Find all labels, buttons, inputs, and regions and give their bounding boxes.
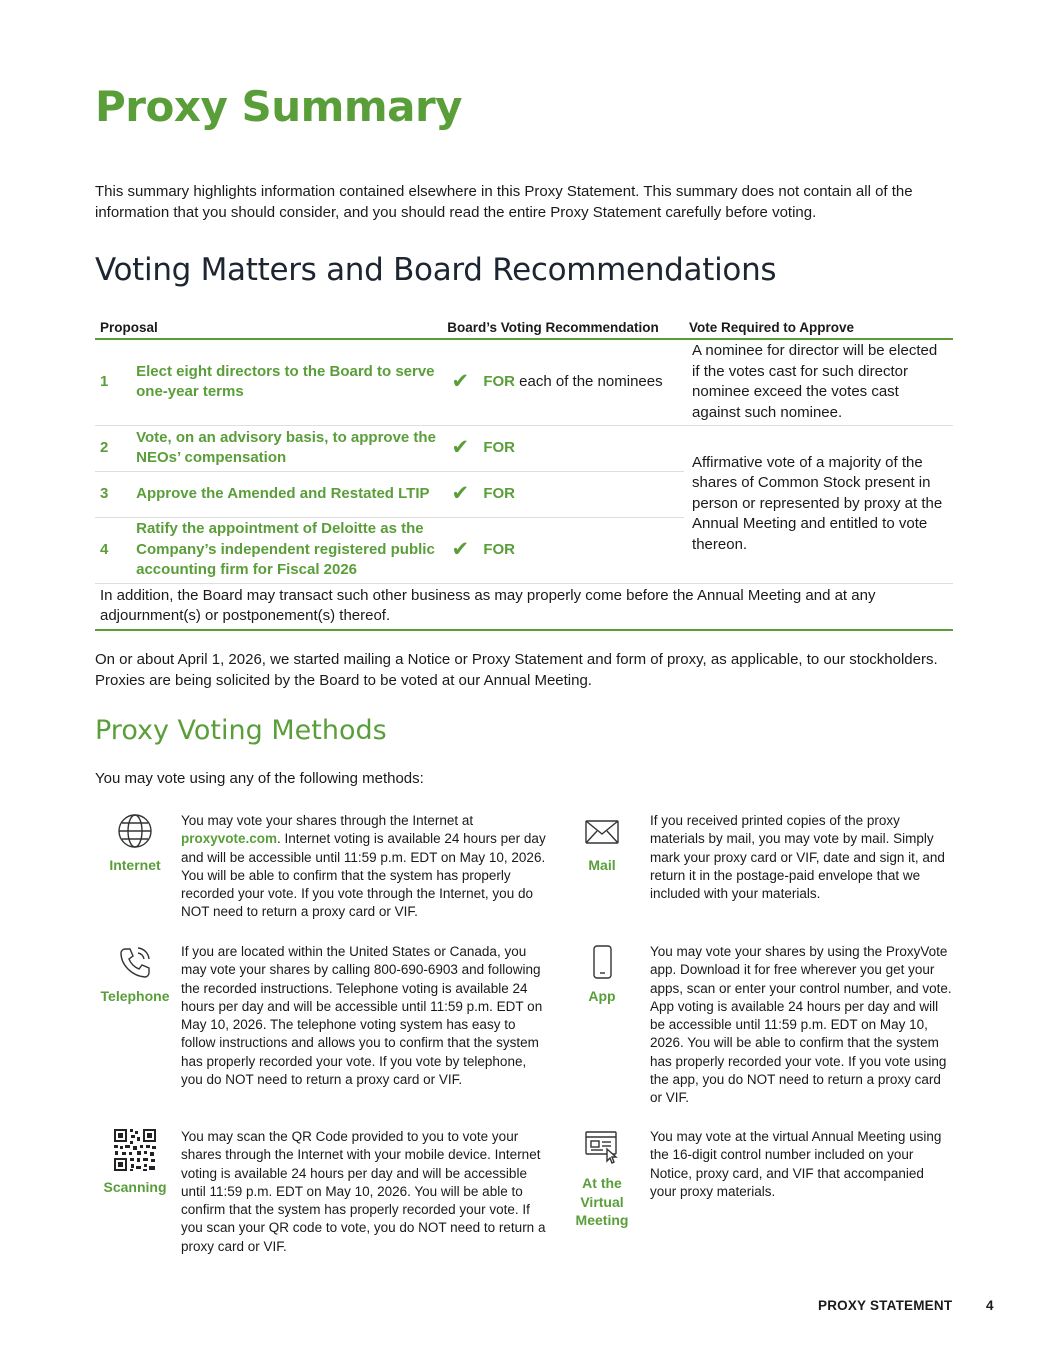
recommendation — [478, 471, 684, 517]
method-text: You may vote at the virtual Annual Meeting using the 16-digit control number included on your Notice, proxy card, and VIF that accompanied your proxy materials. — [650, 1129, 942, 1199]
voting-matters-heading: Voting Matters and Board Recommendations — [95, 252, 777, 288]
proposal-text: Ratify the appointment of Deloitte as the Company’s independent registered public accounting firm for Fiscal 2026 — [136, 520, 435, 579]
page-title: Proxy Summary — [95, 82, 463, 131]
method-icon-box — [562, 943, 642, 1006]
recommendation-for: FOR — [483, 540, 515, 558]
page-number: 4 — [986, 1298, 994, 1313]
checkmark-icon: ✔ — [451, 537, 470, 561]
recommendation — [478, 517, 684, 583]
header-proposal: Proposal — [95, 316, 442, 339]
phone-icon — [116, 943, 154, 981]
vote-required-text: A nominee for director will be elected if the votes cast for such director nominee exceed the votes cast against such nominee. — [684, 339, 953, 425]
method-text-post: . Internet voting is available 24 hours per day and will be accessible until 11:59 p.m. EDT on May 10, 2026. You will be able to confirm that the system has properly recorded your vote. If you vote through the Internet, you do NOT need to return a proxy card or VIF. — [181, 831, 546, 920]
method-text — [181, 812, 546, 922]
recommendation-for: FOR — [483, 484, 515, 502]
voting-methods-heading: Proxy Voting Methods — [95, 715, 387, 746]
recommendation-for: FOR — [483, 373, 515, 390]
header-recommendation: Board’s Voting Recommendation — [442, 316, 684, 339]
envelope-icon — [583, 812, 621, 850]
proposal-number: 3 — [95, 471, 131, 517]
method-icon-box — [562, 812, 642, 875]
table-note-row — [95, 583, 953, 630]
method-text: You may vote your shares by using the ProxyVote app. Download it for free wherever you get your apps, scan or enter your control number, and vote. App voting is available 24 hours per day and will be accessible until 11:59 p.m. EDT on May 10, 2026. You will be able to confirm that the system has properly recorded your vote. If you vote using the app, you do NOT need to return a proxy card or VIF. — [650, 944, 952, 1106]
method-text: If you are located within the United States or Canada, you may vote your shares by calling 800-690-6903 and following the recorded instructions. Telephone voting is available 24 hours per day and will be accessible until 11:59 p.m. EDT on May 10, 2026. The telephone voting system has easy to follow instructions and allows you to confirm that the system has properly recorded your vote. If you vote by telephone, you do NOT need to return a proxy card or VIF. — [181, 944, 543, 1088]
recommendation-for: FOR — [483, 438, 515, 456]
proposal-number: 2 — [95, 425, 131, 471]
globe-icon — [116, 812, 154, 850]
method-text: If you received printed copies of the proxy materials by mail, you may vote by mail. Simply mark your proxy card or VIF, date and sign it, and return it in the postage-paid envelope that we included with your materials. — [650, 813, 945, 902]
proposal-text: Elect eight directors to the Board to serve one-year terms — [131, 339, 442, 425]
method-text-pre: You may vote your shares through the Internet at — [181, 813, 474, 828]
method-label: Scanning — [103, 1179, 167, 1195]
table-header-row — [95, 316, 953, 339]
recommendation — [478, 339, 684, 425]
proposal-text: Vote, on an advisory basis, to approve the NEOs’ compensation — [131, 425, 442, 471]
proposal-text: Approve the Amended and Restated LTIP — [131, 471, 442, 517]
proposal-number: 1 — [95, 339, 131, 425]
method-icon-box — [95, 812, 175, 875]
method-label: Mail — [588, 857, 616, 873]
proposal-number: 4 — [100, 540, 109, 558]
method-icon-box — [95, 943, 175, 1006]
table-row — [95, 339, 953, 425]
method-label: Telephone — [100, 988, 170, 1004]
method-label: Internet — [109, 857, 161, 873]
checkmark-icon: ✔ — [442, 339, 478, 425]
intro-paragraph: This summary highlights information contained elsewhere in this Proxy Statement. This summary does not contain all of the information that you should consider, and you should read the entire Proxy Statement carefully before voting. — [95, 183, 913, 221]
footer-label: PROXY STATEMENT — [818, 1298, 953, 1313]
table-note: In addition, the Board may transact such other business as may properly come before the Annual Meeting and at any adjournment(s) or postponement(s) thereof. — [95, 583, 953, 630]
methods-intro: You may vote using any of the following methods: — [95, 770, 424, 787]
checkmark-icon: ✔ — [442, 425, 478, 471]
header-vote-required: Vote Required to Approve — [684, 316, 953, 339]
checkmark-icon: ✔ — [442, 471, 478, 517]
proxyvote-link[interactable]: proxyvote.com — [181, 831, 278, 847]
method-icon-box — [95, 1128, 175, 1197]
recommendation — [478, 425, 684, 471]
method-label: At the Virtual Meeting — [575, 1175, 629, 1228]
table-row — [95, 425, 953, 471]
proposal-table — [95, 316, 953, 631]
smartphone-icon — [583, 943, 621, 981]
virtual-meeting-icon — [583, 1128, 621, 1166]
vote-required-shared-text: Affirmative vote of a majority of the shares of Common Stock present in person or represented by proxy at the Annual Meeting and entitled to vote thereon. — [692, 453, 943, 553]
method-icon-box — [562, 1128, 642, 1230]
recommendation-suffix: each of the nominees — [515, 373, 663, 390]
method-text: You may scan the QR Code provided to you to vote your shares through the Internet with your mobile device. Internet voting is available 24 hours per day and will be accessible until 11:59 p.m. EDT on May 10, 2026. You will be able to confirm that the system has properly recorded your vote. If you scan your QR code to vote, you do NOT need to return a proxy card or VIF. — [181, 1129, 546, 1254]
method-label: App — [588, 988, 616, 1004]
qr-code-icon — [113, 1128, 157, 1172]
mailing-paragraph: On or about April 1, 2026, we started mailing a Notice or Proxy Statement and form of proxy, as applicable, to our stockholders. Proxies are being solicited by the Board to be voted at our Annual Meeting. — [95, 651, 938, 689]
